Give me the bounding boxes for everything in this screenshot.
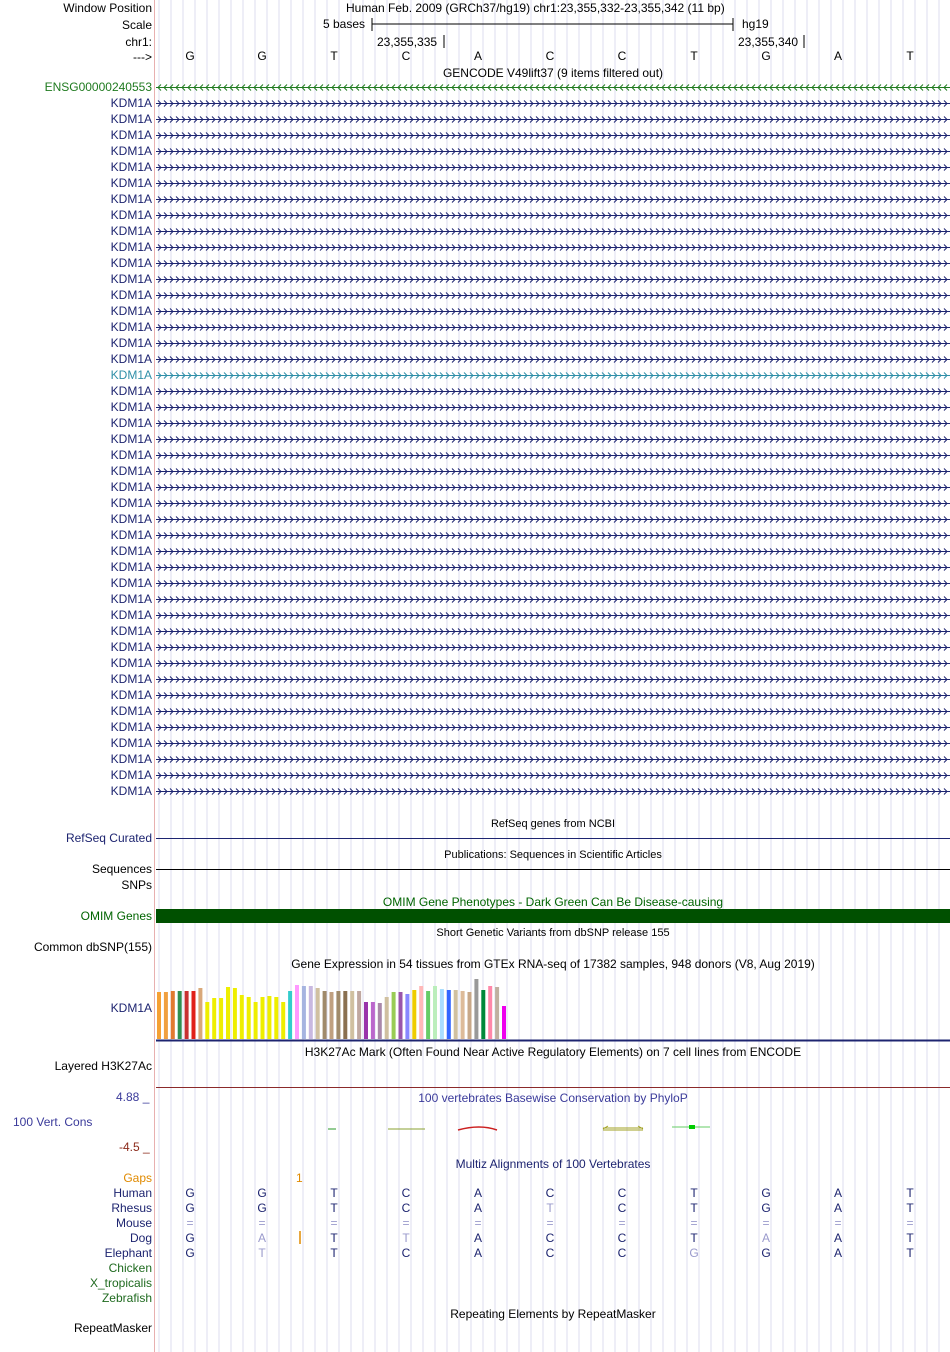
phylop-ymin: -4.5 _ <box>119 1140 150 1154</box>
multiz-base: A <box>257 1231 266 1245</box>
gencode-gene-label[interactable]: KDM1A <box>110 288 152 302</box>
gencode-gene-label[interactable]: KDM1A <box>110 384 152 398</box>
multiz-base: T <box>690 1231 698 1245</box>
multiz-species-label[interactable]: Dog <box>129 1231 152 1245</box>
gtex-tissue-bar <box>392 992 396 1039</box>
reference-base: G <box>185 49 195 63</box>
gtex-tissue-bar <box>192 991 196 1039</box>
gtex-tissue-bar <box>295 985 299 1039</box>
multiz-base: = <box>186 1216 194 1230</box>
gtex-tissue-bar <box>323 991 327 1039</box>
gtex-tissue-bar <box>205 1002 209 1039</box>
scale-assembly: hg19 <box>742 17 769 31</box>
multiz-base: = <box>402 1216 410 1230</box>
multiz-base: = <box>330 1216 338 1230</box>
gencode-gene-label[interactable]: KDM1A <box>110 640 152 654</box>
gtex-tissue-bar <box>385 997 389 1039</box>
gtex-tissue-bar <box>178 991 182 1039</box>
gtex-tissue-bar <box>212 998 216 1039</box>
multiz-base: A <box>761 1231 770 1245</box>
gencode-gene-label[interactable]: KDM1A <box>110 192 152 206</box>
gtex-label[interactable]: KDM1A <box>110 1001 152 1015</box>
gtex-tissue-bar <box>378 1003 382 1039</box>
multiz-base: C <box>617 1186 627 1200</box>
gtex-tissue-bar <box>302 986 306 1039</box>
gencode-gene-label[interactable]: KDM1A <box>110 752 152 766</box>
strand-label: ---> <box>133 50 152 64</box>
gencode-gene-label[interactable]: KDM1A <box>110 720 152 734</box>
gencode-gene-label[interactable]: KDM1A <box>110 240 152 254</box>
gencode-gene-label[interactable]: KDM1A <box>110 736 152 750</box>
multiz-base: G <box>185 1231 195 1245</box>
h3k27ac-label[interactable]: Layered H3K27Ac <box>54 1059 152 1073</box>
reference-base: T <box>330 49 338 63</box>
gtex-tissue-bar <box>226 987 230 1039</box>
gencode-gene-label[interactable]: KDM1A <box>110 512 152 526</box>
multiz-base: = <box>474 1216 482 1230</box>
multiz-base: A <box>833 1186 842 1200</box>
gtex-tissue-bar <box>468 992 472 1039</box>
gtex-tissue-bar <box>309 986 313 1039</box>
gtex-tissue-bar <box>433 986 437 1039</box>
gtex-tissue-bar <box>461 991 465 1039</box>
snps-label[interactable]: SNPs <box>121 878 152 892</box>
multiz-base: C <box>401 1246 411 1260</box>
gencode-gene-label[interactable]: KDM1A <box>110 672 152 686</box>
gencode-gene-label[interactable]: KDM1A <box>110 544 152 558</box>
reference-base: G <box>761 49 771 63</box>
gtex-tissue-bar <box>399 992 403 1039</box>
window-position-text: Human Feb. 2009 (GRCh37/hg19) chr1:23,355,332-23,355,342 (11 bp) <box>346 1 725 15</box>
gtex-tissue-bar <box>502 1006 506 1039</box>
gencode-gene-label[interactable]: KDM1A <box>110 480 152 494</box>
multiz-base: T <box>906 1186 914 1200</box>
multiz-base: A <box>473 1231 482 1245</box>
gtex-tissue-bar <box>371 1002 375 1039</box>
multiz-base: G <box>761 1246 771 1260</box>
phylop-ymax: 4.88 _ <box>116 1090 150 1104</box>
gencode-gene-label[interactable]: KDM1A <box>110 608 152 622</box>
reference-base: T <box>906 49 914 63</box>
multiz-species-label[interactable]: Rhesus <box>111 1201 152 1215</box>
gencode-title: GENCODE V49lift37 (9 items filtered out) <box>442 66 664 80</box>
gaps-marker: 1 <box>296 1171 303 1185</box>
gtex-tissue-bar <box>274 997 278 1039</box>
gtex-tissue-bar <box>185 991 189 1039</box>
gtex-tissue-bar <box>267 996 271 1039</box>
multiz-base: = <box>834 1216 842 1230</box>
scale-bases: 5 bases <box>323 17 366 31</box>
gencode-gene-label[interactable]: KDM1A <box>110 592 152 606</box>
gtex-tissue-bar <box>240 995 244 1039</box>
multiz-base: G <box>257 1186 267 1200</box>
gencode-gene-label[interactable]: KDM1A <box>110 256 152 270</box>
multiz-base: A <box>473 1201 482 1215</box>
omim-label[interactable]: OMIM Genes <box>80 909 152 923</box>
multiz-base: T <box>906 1201 914 1215</box>
gencode-gene-label[interactable]: KDM1A <box>110 160 152 174</box>
gtex-tissue-bar <box>288 991 292 1039</box>
multiz-base: = <box>618 1216 626 1230</box>
gencode-gene-label[interactable]: KDM1A <box>110 656 152 670</box>
multiz-base: T <box>402 1231 410 1245</box>
multiz-base: T <box>690 1201 698 1215</box>
reference-base: T <box>690 49 698 63</box>
phylop-mark <box>603 1126 643 1130</box>
multiz-base: G <box>689 1246 699 1260</box>
pubs-label[interactable]: Sequences <box>91 862 152 876</box>
gencode-gene-label[interactable]: KDM1A <box>110 144 152 158</box>
gencode-gene-label[interactable]: KDM1A <box>110 416 152 430</box>
reference-base: C <box>617 49 627 63</box>
repeatmasker-label[interactable]: RepeatMasker <box>73 1321 152 1335</box>
multiz-species-label[interactable]: Chicken <box>108 1261 152 1275</box>
gencode-gene-label[interactable]: KDM1A <box>110 128 152 142</box>
gencode-gene-label[interactable]: KDM1A <box>110 112 152 126</box>
gencode-gene-label[interactable]: KDM1A <box>110 576 152 590</box>
multiz-base: T <box>690 1186 698 1200</box>
gtex-tissue-bar <box>350 991 354 1039</box>
omim-title: OMIM Gene Phenotypes - Dark Green Can Be Disease-causing <box>382 895 724 909</box>
gencode-gene-label[interactable]: KDM1A <box>110 624 152 638</box>
multiz-base: A <box>473 1246 482 1260</box>
multiz-base: G <box>185 1186 195 1200</box>
reference-base: A <box>473 49 482 63</box>
gtex-tissue-bar <box>157 992 161 1039</box>
multiz-base: A <box>833 1201 842 1215</box>
multiz-base: C <box>617 1246 627 1260</box>
multiz-base: C <box>401 1201 411 1215</box>
gencode-gene-label[interactable]: KDM1A <box>110 336 152 350</box>
multiz-base: T <box>546 1201 554 1215</box>
multiz-base: = <box>258 1216 266 1230</box>
pubs-title: Publications: Sequences in Scientific Articles <box>444 849 662 861</box>
dbsnp-title: Short Genetic Variants from dbSNP release 155 <box>436 927 670 939</box>
multiz-base: T <box>330 1231 338 1245</box>
chr-label: chr1: <box>125 35 152 49</box>
multiz-base: C <box>617 1201 627 1215</box>
phylop-label[interactable]: 100 Vert. Cons <box>13 1115 93 1129</box>
position-right: 23,355,340 <box>738 35 799 49</box>
gtex-tissue-bar <box>261 997 265 1039</box>
phylop-mark <box>689 1125 695 1129</box>
gtex-tissue-bar <box>419 986 423 1039</box>
multiz-base: G <box>185 1246 195 1260</box>
multiz-base: C <box>545 1246 555 1260</box>
gencode-gene-label[interactable]: KDM1A <box>110 464 152 478</box>
multiz-base: A <box>833 1246 842 1260</box>
gencode-gene-label[interactable]: KDM1A <box>110 304 152 318</box>
gencode-gene-label[interactable]: KDM1A <box>110 208 152 222</box>
gtex-tissue-bar <box>488 986 492 1039</box>
multiz-base: A <box>833 1231 842 1245</box>
multiz-base: C <box>401 1186 411 1200</box>
refseq-label[interactable]: RefSeq Curated <box>65 831 152 845</box>
multiz-base: T <box>330 1246 338 1260</box>
gtex-tissue-bar <box>343 991 347 1039</box>
gtex-tissue-bar <box>171 991 175 1039</box>
gtex-title: Gene Expression in 54 tissues from GTEx RNA-seq of 17382 samples, 948 donors (V8, Aug 2019) <box>291 957 815 971</box>
gencode-gene-label[interactable]: KDM1A <box>110 496 152 510</box>
reference-base: A <box>833 49 842 63</box>
reference-base: C <box>545 49 555 63</box>
multiz-base: T <box>906 1246 914 1260</box>
gtex-tissue-bar <box>454 990 458 1039</box>
gtex-tissue-bar <box>247 997 251 1039</box>
multiz-species-label[interactable]: Mouse <box>115 1216 152 1230</box>
multiz-base: T <box>258 1246 266 1260</box>
multiz-base: T <box>906 1231 914 1245</box>
multiz-base: A <box>473 1186 482 1200</box>
dbsnp-label[interactable]: Common dbSNP(155) <box>33 940 152 954</box>
gtex-tissue-bar <box>412 990 416 1039</box>
multiz-species-label[interactable]: Human <box>113 1186 152 1200</box>
multiz-base: = <box>546 1216 554 1230</box>
phylop-mark <box>458 1127 497 1130</box>
multiz-base: C <box>617 1231 627 1245</box>
gtex-tissue-bar <box>481 990 485 1039</box>
reference-base: G <box>257 49 267 63</box>
gencode-gene-label[interactable]: KDM1A <box>110 448 152 462</box>
gencode-gene-label[interactable]: KDM1A <box>110 688 152 702</box>
omim-feature-bar <box>156 909 950 923</box>
multiz-base: C <box>545 1231 555 1245</box>
gencode-gene-label[interactable]: KDM1A <box>110 352 152 366</box>
gtex-tissue-bar <box>357 991 361 1039</box>
gtex-tissue-bar <box>336 991 340 1039</box>
multiz-title: Multiz Alignments of 100 Vertebrates <box>455 1157 651 1171</box>
gencode-gene-label[interactable]: KDM1A <box>110 560 152 574</box>
gencode-gene-label[interactable]: KDM1A <box>110 320 152 334</box>
position-left: 23,355,335 <box>377 35 438 49</box>
multiz-base: T <box>330 1186 338 1200</box>
multiz-species-label[interactable]: Zebrafish <box>101 1291 152 1305</box>
gtex-tissue-bar <box>440 989 444 1039</box>
gtex-tissue-bar <box>254 1002 258 1039</box>
multiz-base: T <box>330 1201 338 1215</box>
repeatmasker-title: Repeating Elements by RepeatMasker <box>450 1307 656 1321</box>
gencode-gene-label[interactable]: KDM1A <box>110 400 152 414</box>
gencode-gene-label[interactable]: KDM1A <box>110 272 152 286</box>
gtex-tissue-bar <box>426 991 430 1039</box>
scale-label: Scale <box>121 18 152 32</box>
multiz-species-label[interactable]: Elephant <box>104 1246 152 1260</box>
gtex-tissue-bar <box>447 990 451 1039</box>
gencode-gene-label[interactable]: KDM1A <box>110 96 152 110</box>
h3k27ac-title: H3K27Ac Mark (Often Found Near Active Regulatory Elements) on 7 cell lines from ENCODE <box>304 1045 802 1059</box>
gtex-tissue-bar <box>164 992 168 1039</box>
gtex-tissue-bar <box>474 979 478 1039</box>
gencode-first-gene[interactable]: ENSG00000240553 <box>44 80 152 94</box>
gencode-gene-label[interactable]: KDM1A <box>110 784 152 798</box>
gencode-gene-label[interactable]: KDM1A <box>110 704 152 718</box>
refseq-title: RefSeq genes from NCBI <box>490 818 616 830</box>
multiz-base: = <box>906 1216 914 1230</box>
multiz-base: = <box>762 1216 770 1230</box>
multiz-base: = <box>690 1216 698 1230</box>
gtex-tissue-bar <box>281 1002 285 1039</box>
reference-base: C <box>401 49 411 63</box>
gencode-gene-label[interactable]: KDM1A <box>110 368 152 382</box>
gtex-tissue-bar <box>198 988 202 1039</box>
gtex-tissue-bar <box>495 987 499 1039</box>
multiz-species-label[interactable]: X_tropicalis <box>89 1276 152 1290</box>
multiz-base: G <box>761 1201 771 1215</box>
gtex-tissue-bar <box>405 994 409 1039</box>
phylop-title: 100 vertebrates Basewise Conservation by PhyloP <box>418 1091 688 1105</box>
gtex-tissue-bar <box>219 998 223 1039</box>
gencode-gene-label[interactable]: KDM1A <box>110 432 152 446</box>
gencode-gene-label[interactable]: KDM1A <box>110 224 152 238</box>
gencode-gene-label[interactable]: KDM1A <box>110 768 152 782</box>
multiz-base: G <box>761 1186 771 1200</box>
gtex-tissue-bar <box>330 992 334 1039</box>
gtex-tissue-bar <box>316 988 320 1039</box>
gaps-label: Gaps <box>123 1171 152 1185</box>
gtex-tissue-bar <box>364 1002 368 1039</box>
gencode-gene-label[interactable]: KDM1A <box>110 176 152 190</box>
gencode-gene-label[interactable]: KDM1A <box>110 528 152 542</box>
gtex-tissue-bar <box>233 988 237 1039</box>
multiz-base: G <box>185 1201 195 1215</box>
multiz-base: C <box>545 1186 555 1200</box>
multiz-base: G <box>257 1201 267 1215</box>
window-position-label: Window Position <box>63 1 152 15</box>
